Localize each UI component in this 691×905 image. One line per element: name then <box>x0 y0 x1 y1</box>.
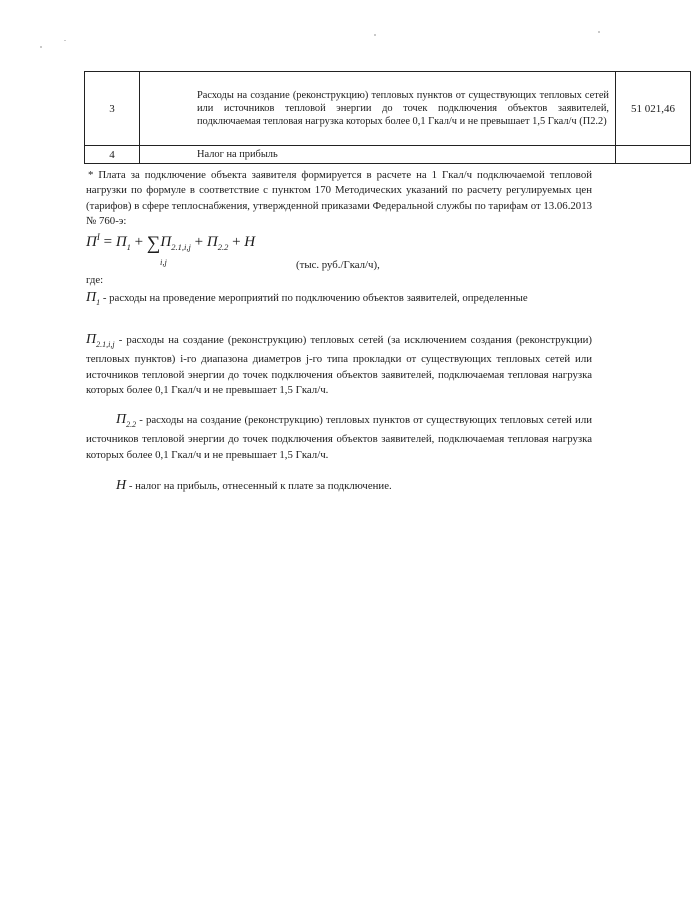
formula-lhs-sup: I <box>96 232 100 242</box>
definition-p21 <box>86 332 592 398</box>
row-description: Расходы на создание (реконструкцию) тепловых пунктов от существующих тепловых сетей или источников тепловой энергии до точек подключения объектов заявителей, подключаемая тепловая нагрузка которых более 0,1 Гкал/ч и не превышает 1,5 Гкал/ч (П2.2) <box>140 72 616 146</box>
scan-speck <box>40 46 42 48</box>
formula-p22: П <box>206 234 218 250</box>
cost-table <box>84 71 691 164</box>
symbol-h: Н <box>116 478 127 493</box>
row-value <box>616 146 691 164</box>
where-label: где: <box>86 274 104 286</box>
footnote-paragraph: * Плата за подключение объекта заявителя формируется в расчете на 1 Гкал/ч подключаемой тепловой нагрузки по формуле в соответствие с пунктом 170 Методических указаний по расчету регулируемых цен (тарифов) в сфере теплоснабжения, утвержденной приказами Федеральной службы по тарифам от 13.06.2013 № 760-э: <box>86 169 592 228</box>
definition-text: - расходы на проведение мероприятий по подключению объектов заявителей, определенные <box>102 292 528 304</box>
row-number: 4 <box>85 146 140 164</box>
symbol-p22: $П_{2.2}$ <box>116 412 137 429</box>
formula-h: Н <box>244 234 256 250</box>
symbol-p21: $П_{2.1,i,j}$ <box>86 332 115 349</box>
row-value: 51 021,46 <box>616 72 691 146</box>
formula-p1: П <box>115 234 127 250</box>
definition-text: - расходы на создание (реконструкцию) тепловых сетей (за исключением создания (реконструкции) тепловых пунктов) i-го диапазона диаметров j-го типа прокладки от существующих тепловых сетей или источников тепловой энергии до точек подключения объектов заявителей, подключаемая тепловая нагрузка которых более 0,1 Гкал/ч и не превышает 1,5 Гкал/ч. <box>86 334 592 397</box>
formula-p22-sub: 2.2 <box>217 242 229 252</box>
formula-units: (тыс. руб./Гкал/ч), <box>296 259 380 271</box>
connection-fee-formula: $П^I = П_1 + \sum П_{2.1,i,j} + П_{2.2} + Н$ <box>86 232 256 254</box>
definition-text: - расходы на создание (реконструкцию) тепловых пунктов от существующих тепловых сетей или источников тепловой энергии до точек подключения объектов заявителей, подключаемая тепловая нагрузка которых более 0,1 Гкал/ч и не превышает 1,5 Гкал/ч. <box>86 414 593 461</box>
sum-index: i,j <box>160 257 167 267</box>
symbol-p1: $П_1$ <box>86 290 101 307</box>
row-description: Налог на прибыль <box>140 146 616 164</box>
definition-h <box>86 478 592 494</box>
definition-text: - налог на прибыль, отнесенный к плате за подключение. <box>128 480 392 492</box>
scan-speck <box>64 40 66 41</box>
scan-speck <box>374 34 376 36</box>
formula-p21-sub: 2.1,i,j <box>171 242 191 252</box>
formula-p1-sub: 1 <box>126 242 131 252</box>
scan-speck <box>598 31 600 33</box>
formula-p21: П <box>160 234 172 250</box>
definition-p1 <box>86 290 592 310</box>
row-number: 3 <box>85 72 140 146</box>
sum-sign: ∑ <box>146 233 161 254</box>
table-row <box>85 146 691 164</box>
table-row <box>85 72 691 146</box>
definition-p22 <box>86 412 592 463</box>
formula-lhs: П <box>86 234 97 250</box>
